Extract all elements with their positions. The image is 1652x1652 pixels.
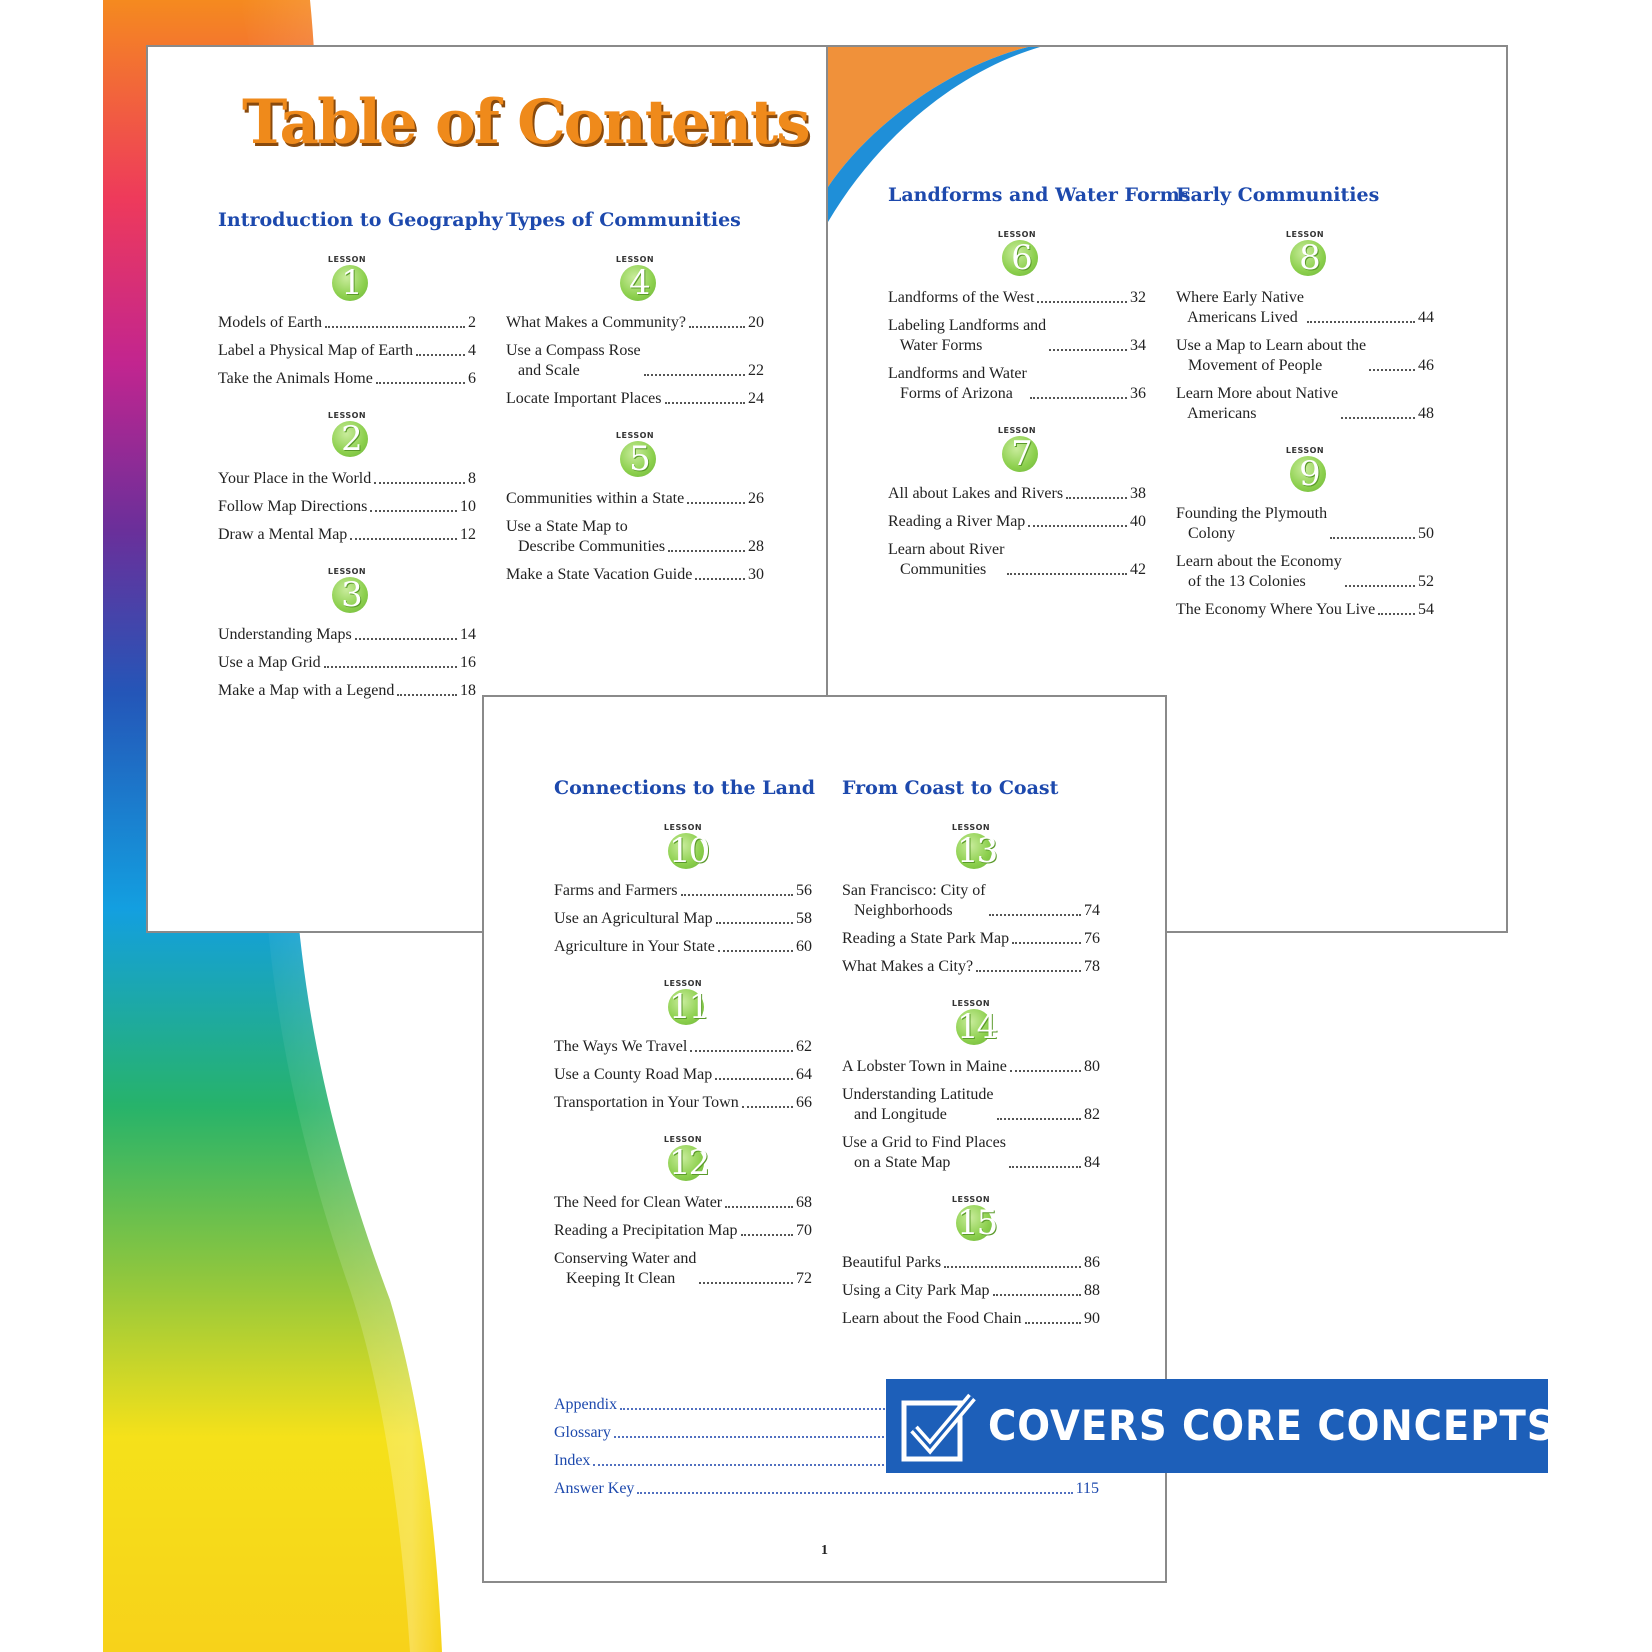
unit-heading: Introduction to Geography [218, 209, 503, 231]
lesson-number-badge [613, 255, 657, 303]
lesson-block [1176, 446, 1434, 620]
entry-page-number: 8 [468, 470, 476, 487]
entry-title: Use a Compass Rose and Scale [506, 342, 641, 379]
entry-title: Agriculture in Your State [554, 938, 715, 955]
lesson-label: LESSON [1285, 446, 1325, 455]
entry-page-number: 2 [468, 314, 476, 331]
toc-entry [842, 1057, 1100, 1077]
entry-title: Follow Map Directions [218, 498, 368, 515]
lesson-number: 10 [669, 831, 709, 871]
entry-title: Farms and Farmers [554, 882, 678, 899]
dot-leader [374, 482, 465, 484]
lesson-number-badge [661, 823, 709, 871]
dot-leader [1341, 417, 1415, 419]
entry-page-number: 64 [796, 1066, 812, 1083]
dot-leader [350, 538, 457, 540]
entry-page-number: 38 [1130, 485, 1146, 502]
lesson-block [218, 411, 476, 545]
toc-entry [506, 565, 764, 585]
dot-leader [1369, 369, 1415, 371]
unit-early-communities [1176, 182, 1434, 628]
entry-page-number: 32 [1130, 289, 1146, 306]
entry-page-number: 18 [460, 682, 476, 699]
entry-title: Reading a State Park Map [842, 930, 1010, 947]
toc-entry [218, 625, 476, 645]
dot-leader [997, 1118, 1081, 1120]
entry-page-number: 76 [1084, 930, 1100, 947]
toc-entry [554, 1093, 812, 1113]
entry-title: Index [554, 1452, 591, 1469]
entry-page-number: 86 [1084, 1254, 1100, 1271]
entry-title: Draw a Mental Map [218, 526, 348, 543]
toc-entry [506, 313, 764, 333]
entry-title: Understanding Latitude and Longitude [842, 1086, 994, 1123]
dot-leader [397, 694, 457, 696]
toc-entry [554, 1037, 812, 1057]
lesson-block [842, 999, 1100, 1173]
entry-page-number: 82 [1084, 1106, 1100, 1123]
dot-leader [665, 402, 746, 404]
entry-page-number: 40 [1130, 513, 1146, 530]
entry-title: Where Early Native Americans Lived [1176, 289, 1304, 326]
entry-page-number: 34 [1130, 337, 1146, 354]
entry-title: Make a Map with a Legend [218, 682, 395, 699]
entry-page-number: 56 [796, 882, 812, 899]
entry-title: Label a Physical Map of Earth [218, 342, 414, 359]
entry-title: A Lobster Town in Maine [842, 1058, 1007, 1075]
entry-title: Landforms and Water Forms of Arizona [888, 365, 1027, 402]
entry-title: Learn about the Economy of the 13 Colonies [1176, 553, 1342, 590]
dot-leader [1010, 1070, 1081, 1072]
toc-entry [554, 937, 812, 957]
lesson-number-badge [661, 979, 709, 1027]
lesson-number-badge [613, 431, 657, 479]
lesson-number: 12 [669, 1143, 709, 1183]
dot-leader [993, 1294, 1081, 1296]
dot-leader [324, 666, 457, 668]
lesson-number: 13 [957, 831, 997, 871]
lesson-number: 2 [341, 419, 361, 459]
unit-heading: Types of Communities [506, 209, 741, 231]
dot-leader [716, 922, 793, 924]
toc-entry [842, 957, 1100, 977]
entry-title: The Need for Clean Water [554, 1194, 723, 1211]
dot-leader [668, 550, 745, 552]
lesson-number-badge [325, 567, 369, 615]
dot-leader [944, 1266, 1081, 1268]
entry-page-number: 16 [460, 654, 476, 671]
lesson-label: LESSON [615, 255, 655, 264]
banner-text: COVERS CORE CONCEPTS [988, 1401, 1556, 1450]
toc-entry [1176, 552, 1434, 592]
lesson-label: LESSON [951, 1195, 991, 1204]
lesson-block [554, 823, 812, 957]
lesson-number: 14 [957, 1007, 997, 1047]
toc-entry [1176, 504, 1434, 544]
entry-page-number: 6 [468, 370, 476, 387]
lesson-number: 5 [629, 439, 649, 479]
dot-leader [325, 326, 465, 328]
entry-page-number: 72 [796, 1270, 812, 1287]
entry-title: Use a Grid to Find Places on a State Map [842, 1134, 1006, 1171]
dot-leader [1007, 573, 1127, 575]
entry-title: Appendix [554, 1396, 618, 1413]
entry-title: Use a County Road Map [554, 1066, 713, 1083]
lesson-label: LESSON [951, 999, 991, 1008]
lesson-label: LESSON [997, 426, 1037, 435]
page-title: Table of Contents [242, 87, 809, 158]
lesson-number-badge [1283, 230, 1327, 278]
toc-entry [842, 1133, 1100, 1173]
lesson-label: LESSON [663, 823, 703, 832]
entry-title: Transportation in Your Town [554, 1094, 739, 1111]
lesson-block [888, 230, 1146, 404]
entry-title: Models of Earth [218, 314, 322, 331]
entry-title: What Makes a City? [842, 958, 974, 975]
lesson-number: 3 [341, 575, 361, 615]
toc-entry [842, 881, 1100, 921]
entry-title: Use a State Map to Describe Communities [506, 518, 666, 555]
page-number: 1 [821, 1543, 828, 1558]
toc-entry [1176, 288, 1434, 328]
toc-entry [218, 469, 476, 489]
dot-leader [687, 502, 745, 504]
dot-leader [1012, 942, 1081, 944]
entry-title: Glossary [554, 1424, 611, 1441]
toc-entry [554, 1249, 812, 1289]
dot-leader [1009, 1166, 1081, 1168]
dot-leader [718, 950, 793, 952]
entry-title: Make a State Vacation Guide [506, 566, 693, 583]
toc-entry [842, 929, 1100, 949]
entry-page-number: 60 [796, 938, 812, 955]
entry-page-number: 10 [460, 498, 476, 515]
unit-heading: Connections to the Land [554, 777, 815, 799]
entry-title: Learn about River Communities [888, 541, 1005, 578]
lesson-label: LESSON [663, 979, 703, 988]
lesson-number: 15 [957, 1203, 997, 1243]
dot-leader [1307, 321, 1415, 323]
toc-entry [554, 1221, 812, 1241]
dot-leader [355, 638, 457, 640]
dot-leader [1066, 497, 1127, 499]
entry-page-number: 68 [796, 1194, 812, 1211]
unit-heading: Landforms and Water Forms [888, 184, 1191, 206]
dot-leader [1025, 1322, 1081, 1324]
entry-title: Locate Important Places [506, 390, 662, 407]
entry-page-number: 28 [748, 538, 764, 555]
entry-title: Beautiful Parks [842, 1254, 942, 1271]
lesson-number: 7 [1011, 434, 1031, 474]
dot-leader [376, 382, 465, 384]
entry-title: Learn about the Food Chain [842, 1310, 1022, 1327]
entry-title: Use an Agricultural Map [554, 910, 713, 927]
entry-title: Take the Animals Home [218, 370, 373, 387]
lesson-block [888, 426, 1146, 580]
dot-leader [742, 1106, 793, 1108]
entry-title: Your Place in the World [218, 470, 372, 487]
entry-title: What Makes a Community? [506, 314, 686, 331]
entry-page-number: 26 [748, 490, 764, 507]
lesson-number-badge [1283, 446, 1327, 494]
toc-entry [1176, 384, 1434, 424]
lesson-label: LESSON [1285, 230, 1325, 239]
toc-entry [218, 653, 476, 673]
entry-page-number: 44 [1418, 309, 1434, 326]
lesson-number: 1 [341, 263, 361, 303]
lesson-block [554, 979, 812, 1113]
dot-leader [1330, 537, 1415, 539]
lesson-block [218, 567, 476, 701]
entry-page-number: 90 [1084, 1310, 1100, 1327]
toc-entry [506, 489, 764, 509]
dot-leader [715, 1078, 793, 1080]
toc-entry [842, 1281, 1100, 1301]
toc-entry [218, 497, 476, 517]
lesson-number: 8 [1299, 238, 1319, 278]
lesson-number: 4 [629, 263, 649, 303]
entry-page-number: 78 [1084, 958, 1100, 975]
entry-page-number: 52 [1418, 573, 1434, 590]
dot-leader [1028, 525, 1127, 527]
lesson-block [842, 823, 1100, 977]
unit-landforms-and-water-forms [888, 182, 1191, 588]
dot-leader [741, 1234, 793, 1236]
entry-page-number: 14 [460, 626, 476, 643]
toc-entry [554, 1193, 812, 1213]
entry-page-number: 88 [1084, 1282, 1100, 1299]
toc-entry [842, 1253, 1100, 1273]
dot-leader [416, 354, 465, 356]
unit-connections-to-the-land [554, 775, 815, 1297]
entry-page-number: 84 [1084, 1154, 1100, 1171]
entry-title: The Ways We Travel [554, 1038, 688, 1055]
entry-page-number: 70 [796, 1222, 812, 1239]
lesson-label: LESSON [327, 411, 367, 420]
entry-page-number: 22 [748, 362, 764, 379]
entry-title: Use a Map Grid [218, 654, 321, 671]
lesson-number-badge [325, 255, 369, 303]
lesson-block [554, 1135, 812, 1289]
dot-leader [1037, 301, 1127, 303]
dot-leader [976, 970, 1081, 972]
toc-entry [554, 1479, 1099, 1499]
entry-page-number: 80 [1084, 1058, 1100, 1075]
dot-leader [637, 1492, 1072, 1494]
lesson-label: LESSON [327, 255, 367, 264]
entry-page-number: 12 [460, 526, 476, 543]
dot-leader [1030, 397, 1127, 399]
entry-page-number: 66 [796, 1094, 812, 1111]
lesson-number-badge [995, 230, 1039, 278]
dot-leader [689, 326, 745, 328]
lesson-label: LESSON [615, 431, 655, 440]
lesson-number-badge [325, 411, 369, 459]
lesson-number-badge [995, 426, 1039, 474]
entry-page-number: 24 [748, 390, 764, 407]
lesson-block [218, 255, 476, 389]
toc-entry [506, 517, 764, 557]
lesson-label: LESSON [663, 1135, 703, 1144]
entry-page-number: 46 [1418, 357, 1434, 374]
entry-page-number: 30 [748, 566, 764, 583]
entry-page-number: 62 [796, 1038, 812, 1055]
checkmark-icon [900, 1387, 980, 1467]
dot-leader [1049, 349, 1127, 351]
covers-core-concepts-banner [886, 1379, 1556, 1473]
entry-title: Landforms of the West [888, 289, 1035, 306]
dot-leader [690, 1050, 793, 1052]
entry-title: Conserving Water and Keeping It Clean [554, 1250, 697, 1287]
lesson-number-badge [949, 823, 997, 871]
dot-leader [370, 510, 457, 512]
unit-heading: From Coast to Coast [842, 777, 1059, 799]
entry-title: Using a City Park Map [842, 1282, 990, 1299]
entry-page-number: 36 [1130, 385, 1146, 402]
toc-entry [554, 881, 812, 901]
entry-title: Founding the Plymouth Colony [1176, 505, 1328, 542]
entry-title: San Francisco: City of Neighborhoods [842, 882, 986, 919]
unit-from-coast-to-coast [842, 775, 1100, 1337]
entry-title: Answer Key [554, 1480, 635, 1497]
toc-entry [506, 341, 764, 381]
entry-page-number: 74 [1084, 902, 1100, 919]
lesson-block [842, 1195, 1100, 1329]
toc-entry [554, 909, 812, 929]
lesson-number: 11 [669, 987, 709, 1027]
lesson-block [506, 431, 764, 585]
lesson-block [1176, 230, 1434, 424]
unit-introduction-to-geography [218, 207, 503, 709]
toc-entry [218, 525, 476, 545]
lesson-number: 9 [1299, 454, 1319, 494]
dot-leader [695, 578, 745, 580]
entry-page-number: 54 [1418, 601, 1434, 618]
entry-title: Reading a Precipitation Map [554, 1222, 738, 1239]
toc-entry [506, 389, 764, 409]
toc-entry [842, 1309, 1100, 1329]
toc-entry [888, 364, 1146, 404]
toc-entry [1176, 336, 1434, 376]
entry-page-number: 50 [1418, 525, 1434, 542]
toc-entry [888, 484, 1146, 504]
lesson-number-badge [949, 1195, 997, 1243]
dot-leader [1345, 585, 1415, 587]
entry-title: Communities within a State [506, 490, 685, 507]
unit-heading: Early Communities [1176, 184, 1380, 206]
toc-entry [888, 540, 1146, 580]
toc-entry [218, 313, 476, 333]
entry-title: Labeling Landforms and Water Forms [888, 317, 1047, 354]
entry-page-number: 20 [748, 314, 764, 331]
toc-entry [554, 1065, 812, 1085]
lesson-number-badge [949, 999, 997, 1047]
toc-entry [842, 1085, 1100, 1125]
entry-page-number: 58 [796, 910, 812, 927]
entry-title: Use a Map to Learn about the Movement of People [1176, 337, 1367, 374]
dot-leader [725, 1206, 793, 1208]
entry-title: The Economy Where You Live [1176, 601, 1376, 618]
entry-title: Reading a River Map [888, 513, 1026, 530]
lesson-label: LESSON [951, 823, 991, 832]
toc-entry [1176, 600, 1434, 620]
toc-entry [888, 288, 1146, 308]
toc-entry [218, 369, 476, 389]
unit-types-of-communities [506, 207, 764, 593]
toc-entry [888, 512, 1146, 532]
entry-page-number: 4 [468, 342, 476, 359]
entry-page-number: 115 [1075, 1480, 1099, 1497]
entry-title: Learn More about Native Americans [1176, 385, 1339, 422]
lesson-block [506, 255, 764, 409]
entry-title: All about Lakes and Rivers [888, 485, 1064, 502]
entry-title: Understanding Maps [218, 626, 352, 643]
lesson-number-badge [661, 1135, 709, 1183]
dot-leader [1378, 613, 1415, 615]
dot-leader [699, 1282, 793, 1284]
dot-leader [644, 374, 745, 376]
toc-entry [218, 341, 476, 361]
entry-page-number: 42 [1130, 561, 1146, 578]
toc-entry [888, 316, 1146, 356]
toc-entry [218, 681, 476, 701]
lesson-label: LESSON [997, 230, 1037, 239]
entry-page-number: 48 [1418, 405, 1434, 422]
dot-leader [681, 894, 793, 896]
lesson-number: 6 [1011, 238, 1031, 278]
lesson-label: LESSON [327, 567, 367, 576]
dot-leader [989, 914, 1081, 916]
